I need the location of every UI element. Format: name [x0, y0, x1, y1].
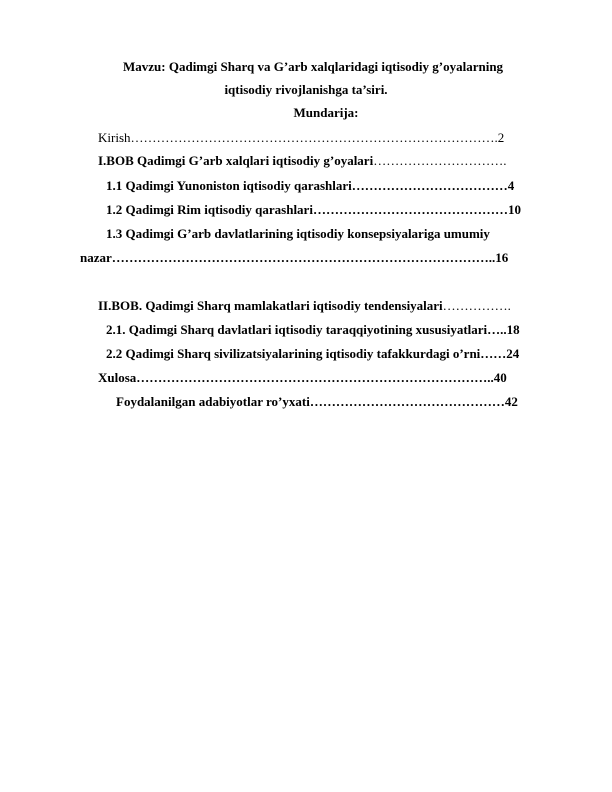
chapter-1-leader-dots: ………………………….	[373, 153, 507, 168]
chapter-2-title: II.BOB. Qadimgi Sharq mamlakatlari iqtisodiy tendensiyalari	[98, 298, 443, 313]
toc-entry-1-3-line-2: nazar……………………………………………………………………………..16	[80, 250, 509, 265]
toc-entry-kirish: Kirish………………………………………………………………………….2	[98, 130, 505, 145]
document-title-line-2: iqtisodiy rivojlanishga ta’siri.	[224, 82, 388, 97]
chapter-2-leader-dots: …………….	[442, 298, 511, 313]
toc-heading: Mundarija:	[293, 105, 359, 120]
toc-entry-adabiyotlar: Foydalanilgan adabiyotlar ro’yxati………………………………………42	[116, 394, 518, 409]
toc-entry-1-2: 1.2 Qadimgi Rim iqtisodiy qarashlari………………………………………10	[106, 202, 521, 217]
chapter-1-title: I.BOB Qadimgi G’arb xalqlari iqtisodiy g’oyalari	[98, 153, 374, 168]
toc-entry-chapter-2	[98, 298, 511, 314]
toc-entry-2-1: 2.1. Qadimgi Sharq davlatlari iqtisodiy taraqqiyotining xususiyatlari…..18	[106, 322, 520, 337]
toc-entry-xulosa: Xulosa………………………………………………………………………..40	[98, 370, 507, 385]
toc-entry-1-1: 1.1 Qadimgi Yunoniston iqtisodiy qarashlari………………………………4	[106, 178, 515, 193]
toc-entry-chapter-1	[98, 153, 506, 169]
toc-entry-2-2: 2.2 Qadimgi Sharq sivilizatsiyalarining iqtisodiy tafakkurdagi o’rni……24	[106, 346, 520, 361]
document-title-line-1: Mavzu: Qadimgi Sharq va G’arb xalqlaridagi iqtisodiy g’oyalarning	[123, 59, 504, 74]
toc-entry-1-3-line-1: 1.3 Qadimgi G’arb davlatlarining iqtisodiy konsepsiyalariga umumiy	[106, 226, 490, 241]
